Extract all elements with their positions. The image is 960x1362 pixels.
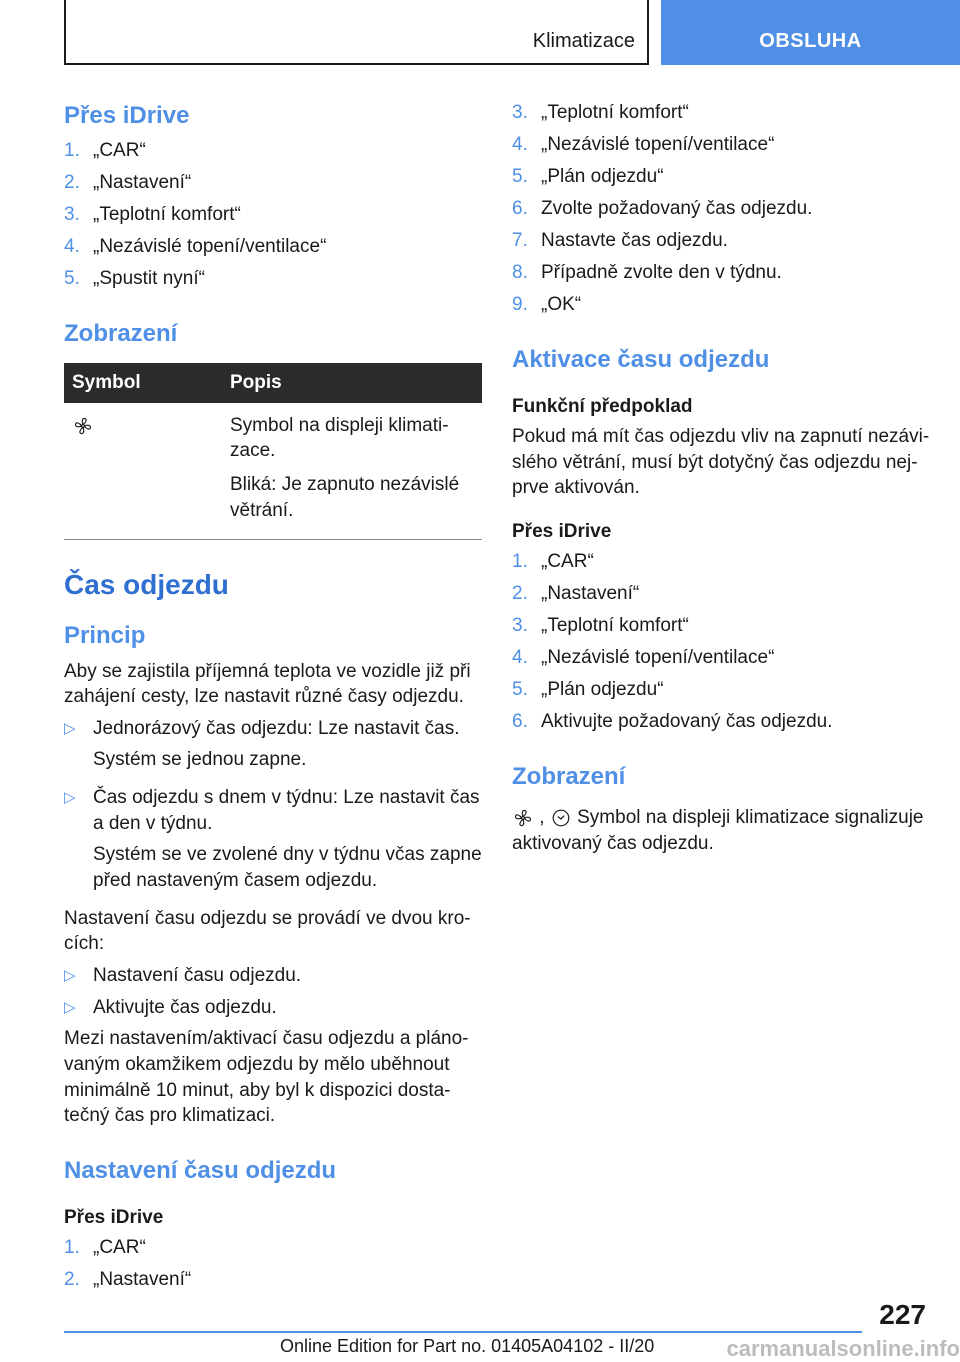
- fan-icon: [512, 807, 534, 829]
- list-item: 1. „CAR“: [512, 550, 594, 572]
- description-cell: [224, 403, 482, 540]
- header-section: [64, 0, 649, 65]
- triangle-bullet-icon: ▷: [64, 789, 76, 807]
- symbol-table: [64, 363, 482, 541]
- list-item: 7. Nastavte čas odjezdu.: [512, 230, 728, 251]
- right-column: [512, 100, 932, 862]
- heading-idrive-sub: Přes iDrive: [64, 1207, 164, 1229]
- column-header-symbol: Symbol: [64, 363, 224, 403]
- heading-precondition: Funkční předpoklad: [512, 396, 693, 418]
- footer-divider: [64, 1331, 862, 1333]
- description-line: Symbol na displeji klimati-zace.: [230, 414, 449, 462]
- list-item: 8. Případně zvolte den v týdnu.: [512, 262, 782, 283]
- table-header-row: [64, 363, 482, 403]
- list-item: 4. „Nezávislé topení/ventilace“: [64, 236, 327, 258]
- idrive-steps: [64, 138, 482, 292]
- heading-display: Zobrazení: [64, 320, 178, 348]
- list-item: 5. „Spustit nyní“: [64, 268, 205, 290]
- list-item: 1. „CAR“: [64, 1236, 146, 1258]
- list-item: 2. „Nastavení“: [512, 582, 640, 604]
- fan-icon: [72, 415, 94, 437]
- heading-idrive-activation: Přes iDrive: [512, 520, 612, 542]
- triangle-bullet-icon: ▷: [64, 719, 76, 737]
- list-item: 3. „Teplotní komfort“: [512, 614, 689, 636]
- display-description: Symbol na displeji klimatizace signalizuje aktivovaný čas odjezdu.: [512, 806, 924, 854]
- heading-idrive: Přes iDrive: [64, 102, 190, 129]
- watermark: carmanualsonline.info: [726, 1336, 960, 1361]
- list-item: ▷ Nastavení času odjezdu.: [64, 963, 482, 989]
- list-item: 3. „Teplotní komfort“: [512, 102, 689, 123]
- triangle-bullet-icon: ▷: [64, 966, 76, 984]
- list-item: 9. „OK“: [512, 294, 582, 315]
- section-title: Klimatizace: [532, 30, 635, 52]
- interval-text: Mezi nastavením/aktivací času odjezdu a pláno-vaným okamžikem odjezdu by mělo uběhnout minimálně 10 minut, aby byl k dispozici dosta-tečný čas pro klimatizaci.: [64, 1028, 469, 1127]
- heading-setting: Nastavení času odjezdu: [64, 1156, 337, 1184]
- icon-separator: ,: [539, 806, 545, 828]
- list-item: 2. „Nastavení“: [64, 172, 192, 194]
- table-row: [64, 403, 482, 540]
- list-item: 6. Aktivujte požadovaný čas odjezdu.: [512, 710, 833, 732]
- header-tab: [661, 0, 960, 65]
- heading-principle: Princip: [64, 622, 146, 650]
- list-item: 3. „Teplotní komfort“: [64, 204, 241, 226]
- list-item: ▷ Čas odjezdu s dnem v týdnu: Lze nastavit čas a den v týdnu. Systém se ve zvolené dny v týdnu včas zapne před nastaveným časem odjezdu.: [64, 785, 482, 900]
- heading-departure-time: Čas odjezdu: [64, 569, 229, 601]
- column-header-description: Popis: [224, 363, 482, 403]
- activation-steps: [512, 549, 932, 735]
- departure-types-list: [64, 716, 482, 900]
- precondition-text: Pokud má mít čas odjezdu vliv na zapnutí nezávi-slého větrání, musí být dotyčný čas odjezdu nej-prve aktivován.: [512, 426, 930, 499]
- list-item: 2. „Nastavení“: [64, 1268, 192, 1290]
- list-item: ▷ Aktivujte čas odjezdu.: [64, 995, 482, 1021]
- footer-edition: Online Edition for Part no. 01405A04102 - II/20: [280, 1336, 655, 1356]
- display-text: [512, 805, 932, 856]
- setting-steps-list: [64, 963, 482, 1020]
- list-item: 5. „Plán odjezdu“: [512, 166, 664, 187]
- list-item: 6. Zvolte požadovaný čas odjezdu.: [512, 198, 813, 219]
- triangle-bullet-icon: ▷: [64, 998, 76, 1016]
- list-item: 5. „Plán odjezdu“: [512, 678, 664, 700]
- description-line: Bliká: Je zapnuto nezávislé větrání.: [230, 474, 460, 521]
- principle-text: Aby se zajistila příjemná teplota ve vozidle již při zahájení cesty, lze nastavit různé časy odjezdu.: [64, 660, 471, 708]
- page-number: 227: [879, 1299, 926, 1330]
- clock-icon: [550, 807, 572, 829]
- chapter-title: OBSLUHA: [759, 30, 862, 52]
- list-item: 4. „Nezávislé topení/ventilace“: [512, 646, 775, 668]
- left-column: [64, 100, 482, 1299]
- list-item: 4. „Nezávislé topení/ventilace“: [512, 134, 775, 155]
- list-item: 1. „CAR“: [64, 140, 146, 162]
- symbol-cell: [64, 403, 224, 540]
- setting-steps-continued: [512, 100, 932, 318]
- heading-activation: Aktivace času odjezdu: [512, 346, 770, 373]
- heading-display-2: Zobrazení: [512, 762, 626, 790]
- list-item: ▷ Jednorázový čas odjezdu: Lze nastavit čas. Systém se jednou zapne.: [64, 716, 482, 779]
- setting-text: Nastavení času odjezdu se provádí ve dvou kro-cích:: [64, 907, 471, 955]
- setting-steps: [64, 1235, 482, 1293]
